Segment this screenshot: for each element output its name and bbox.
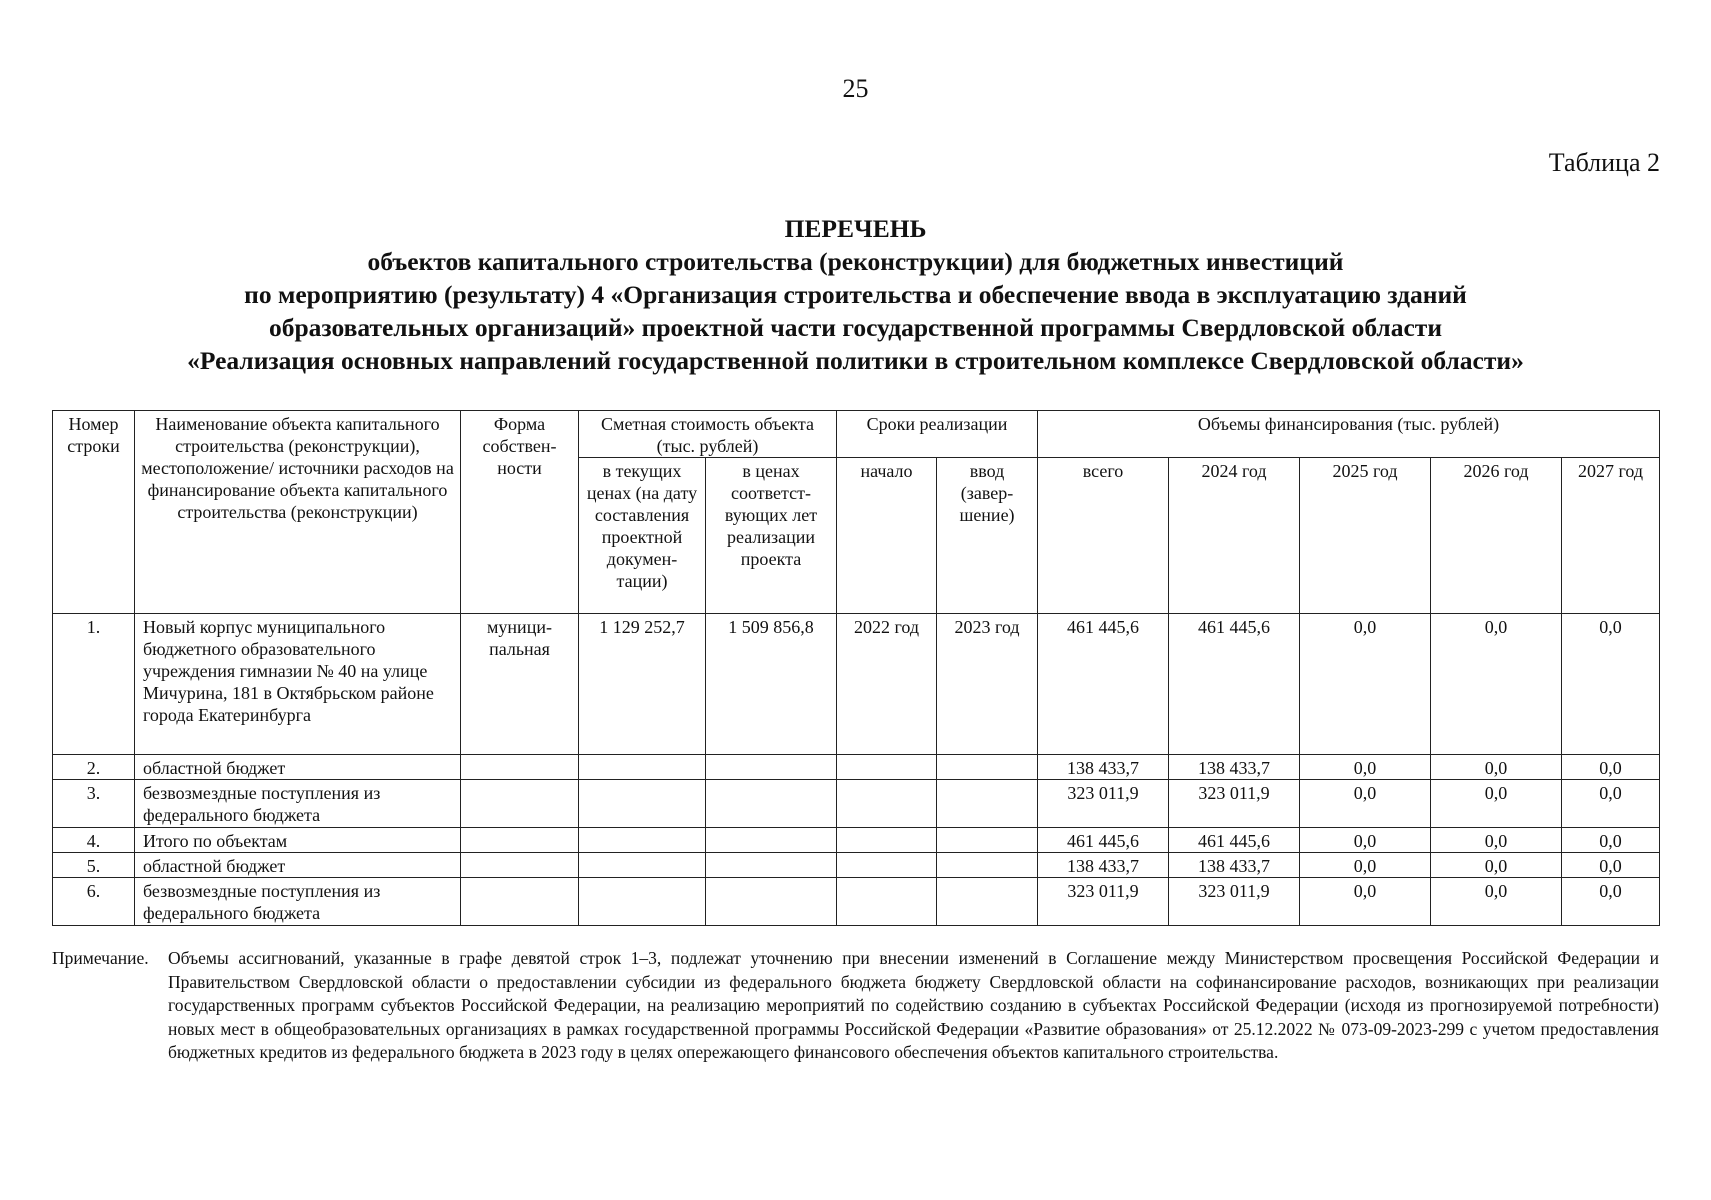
cell-2027: 0,0 [1562,755,1660,780]
cell-ownership [461,828,579,853]
cell-2024: 323 011,9 [1169,780,1300,828]
cell-2024: 138 433,7 [1169,853,1300,878]
cell-completion [937,755,1038,780]
cell-2027: 0,0 [1562,878,1660,926]
cell-cost-period [706,828,837,853]
cell-total: 138 433,7 [1038,755,1169,780]
header-completion: ввод (завер-шение) [937,458,1038,614]
cell-ownership: муници-пальная [461,614,579,755]
cell-2026: 0,0 [1431,780,1562,828]
header-cost-period: в ценах соответст-вующих лет реализации проекта [706,458,837,614]
cell-row-number: 2. [53,755,135,780]
heading-title: ПЕРЕЧЕНЬ [784,214,927,243]
cell-completion [937,780,1038,828]
cell-row-number: 1. [53,614,135,755]
header-start: начало [837,458,937,614]
cell-start [837,853,937,878]
cell-2025: 0,0 [1300,853,1431,878]
header-estimated-cost: Сметная стоимость объекта (тыс. рублей) [579,411,837,458]
footnote-label: Примечание. [52,948,149,968]
cell-2027: 0,0 [1562,780,1660,828]
cell-total: 323 011,9 [1038,878,1169,926]
table-row [53,755,1660,780]
footnote [52,947,1659,1065]
cell-2025: 0,0 [1300,828,1431,853]
heading-line: образовательных организаций» проектной части государственной программы Свердловской области [268,313,1443,342]
cell-cost-period [706,755,837,780]
cell-2024: 138 433,7 [1169,755,1300,780]
table-row [53,828,1660,853]
table-row [53,780,1660,828]
cell-row-number: 3. [53,780,135,828]
page-number: 25 [842,74,869,103]
cell-2024: 461 445,6 [1169,614,1300,755]
cell-2026: 0,0 [1431,878,1562,926]
cell-total: 461 445,6 [1038,614,1169,755]
cell-2024: 323 011,9 [1169,878,1300,926]
cell-total: 461 445,6 [1038,828,1169,853]
cell-cost-current: 1 129 252,7 [579,614,706,755]
cell-cost-current [579,828,706,853]
cell-start [837,755,937,780]
cell-2026: 0,0 [1431,828,1562,853]
cell-2025: 0,0 [1300,780,1431,828]
cell-completion: 2023 год [937,614,1038,755]
cell-2026: 0,0 [1431,755,1562,780]
capital-construction-table [52,410,1660,926]
cell-object-name: Итого по объектам [135,828,461,853]
table-header-row [53,411,1660,458]
header-2027: 2027 год [1562,458,1660,614]
cell-cost-period [706,780,837,828]
cell-completion [937,828,1038,853]
cell-completion [937,853,1038,878]
cell-object-name: безвозмездные поступления из федерального бюджета [135,878,461,926]
heading-line: по мероприятию (результату) 4 «Организация строительства и обеспечение ввода в эксплуатацию зданий [244,280,1467,309]
cell-cost-period: 1 509 856,8 [706,614,837,755]
cell-cost-period [706,853,837,878]
cell-ownership [461,878,579,926]
cell-2027: 0,0 [1562,853,1660,878]
header-cost-current: в текущих ценах (на дату составления проектной докумен-тации) [579,458,706,614]
cell-2026: 0,0 [1431,853,1562,878]
cell-2025: 0,0 [1300,614,1431,755]
table-row [53,614,1660,755]
cell-ownership [461,780,579,828]
cell-row-number: 5. [53,853,135,878]
cell-total: 323 011,9 [1038,780,1169,828]
cell-cost-current [579,755,706,780]
cell-cost-current [579,853,706,878]
cell-cost-current [579,780,706,828]
cell-2024: 461 445,6 [1169,828,1300,853]
cell-start [837,828,937,853]
cell-object-name: областной бюджет [135,755,461,780]
cell-ownership [461,853,579,878]
document-heading [60,212,1651,377]
cell-2026: 0,0 [1431,614,1562,755]
cell-2025: 0,0 [1300,755,1431,780]
cell-start [837,878,937,926]
cell-start [837,780,937,828]
table-label: Таблица 2 [1548,148,1660,177]
cell-row-number: 4. [53,828,135,853]
table-row [53,853,1660,878]
cell-2027: 0,0 [1562,828,1660,853]
heading-line: объектов капитального строительства (реконструкции) для бюджетных инвестиций [367,247,1344,276]
header-funding: Объемы финансирования (тыс. рублей) [1038,411,1660,458]
cell-object-name: областной бюджет [135,853,461,878]
header-2025: 2025 год [1300,458,1431,614]
cell-row-number: 6. [53,878,135,926]
cell-2027: 0,0 [1562,614,1660,755]
cell-object-name: Новый корпус муниципального бюджетного образовательного учреждения гимназии № 40 на улице Мичурина, 181 в Октябрьском районе города Екатеринбурга [135,614,461,755]
header-object-name: Наименование объекта капитального строительства (реконструкции), местоположение/ источники расходов на финансирование объекта капитального строительства (реконструкции) [135,411,461,614]
header-total: всего [1038,458,1169,614]
header-2026: 2026 год [1431,458,1562,614]
cell-2025: 0,0 [1300,878,1431,926]
cell-object-name: безвозмездные поступления из федерального бюджета [135,780,461,828]
heading-line: «Реализация основных направлений государственной политики в строительном комплексе Свердловской области» [187,346,1524,375]
cell-total: 138 433,7 [1038,853,1169,878]
cell-ownership [461,755,579,780]
footnote-text: Объемы ассигнований, указанные в графе девятой строк 1–3, подлежат уточнению при внесении изменений в Соглашение между Министерством просвещения Российской Федерации и Правительством Свердловской области о предоставлении субсидии из федерального бюджета бюджету Свердловской области на софинансирование расходов, возникающих при реализации государственных программ субъектов Российской Федерации, на реализацию мероприятий по содействию созданию в субъектах Российской Федерации (исходя из прогнозируемой потребности) новых мест в общеобразовательных организациях в рамках государственной программы Российской Федерации «Развитие образования» от 25.12.2022 № 073-09-2023-299 с учетом предоставления бюджетных кредитов из федерального бюджета в 2023 году в целях опережающего финансового обеспечения объектов капитального строительства. [168,948,1659,1062]
header-timeline: Сроки реализации [837,411,1038,458]
cell-cost-current [579,878,706,926]
table-row [53,878,1660,926]
header-row-number: Номер строки [53,411,135,614]
cell-completion [937,878,1038,926]
header-ownership: Форма собствен-ности [461,411,579,614]
cell-start: 2022 год [837,614,937,755]
cell-cost-period [706,878,837,926]
header-2024: 2024 год [1169,458,1300,614]
